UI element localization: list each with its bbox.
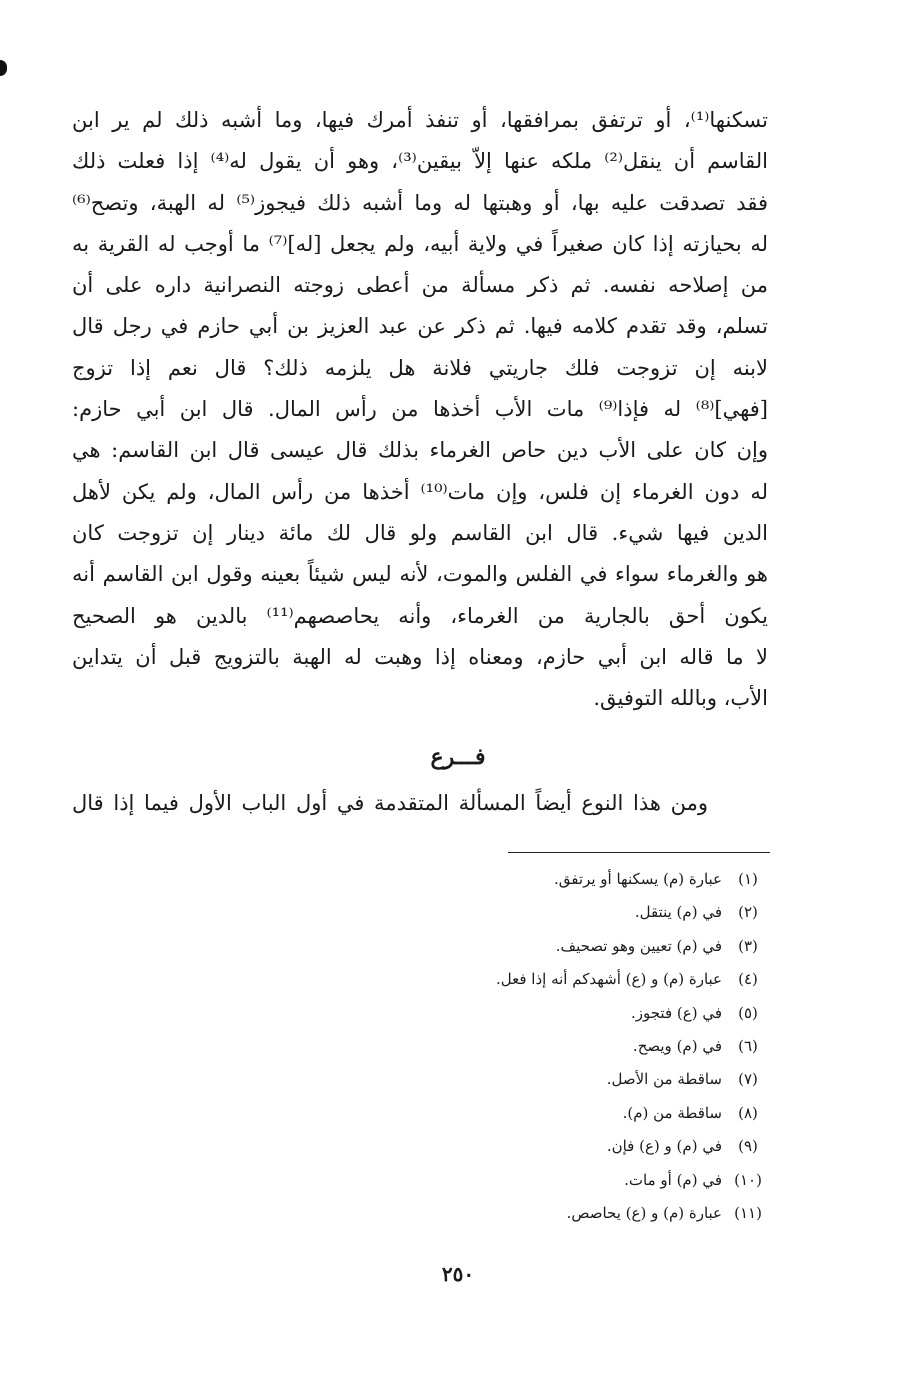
body-line: له بحيازته إذا كان صغيراً في ولاية أبيه، ولم يجعل [له]⁽⁷⁾ ما أوجب له القرية به [72,231,768,256]
footnote-text: ساقطة من (م). [622,1103,722,1122]
footnote [368,1130,768,1163]
footnote [368,963,768,996]
footnote-separator [508,852,770,853]
footnote [368,1063,768,1096]
footnote-number: (١١) [734,1204,762,1223]
footnote-number: (٢) [738,903,758,922]
footnote-number: (٧) [738,1070,758,1089]
footnote-text: عبارة (م) و (ع) أشهدكم أنه إذا فعل. [496,970,722,989]
body-line: من إصلاحه نفسه. ثم ذكر مسألة من أعطى زوجته النصرانية داره على أن [72,273,768,298]
body-line: له دون الغرماء إن فلس، وإن مات⁽¹⁰⁾ أخذها من رأس المال، ولم يكن لأهل [72,479,768,504]
footnote-text: في (م) أو مات. [624,1170,722,1189]
footnote [368,863,768,896]
page-number: ٢٥٠ [441,1262,475,1286]
footnote-number: (٩) [738,1137,758,1156]
body-line: فقد تصدقت عليه بها، أو وهبتها له وما أشبه ذلك فيجوز⁽⁵⁾ له الهبة، وتصح⁽⁶⁾ [72,190,768,215]
footnote-number: (٨) [738,1103,758,1122]
footnote-number: (١٠) [734,1170,762,1189]
footnote-text: عبارة (م) يسكنها أو يرتفق. [554,870,722,888]
footnote-number: (٤) [738,970,758,989]
footnote-number: (٣) [738,936,758,955]
section-first-line: ومن هذا النوع أيضاً المسألة المتقدمة في أول الباب الأول فيما إذا قال [72,791,708,815]
footnote [368,896,768,929]
body-line: الأب، وبالله التوفيق. [593,686,768,711]
footnote [368,930,768,963]
footnote-text: عبارة (م) و (ع) يحاصص. [566,1204,722,1223]
footnote [368,1164,768,1197]
body-line: القاسم أن ينقل⁽²⁾ ملكه عنها إلاّ بيقين⁽³⁾، وهو أن يقول له⁽⁴⁾ إذا فعلت ذلك [72,149,768,174]
footnotes-list [368,863,768,1230]
footnote [368,1197,768,1230]
page-edge-mark [0,60,7,76]
footnote-text: في (م) تعيين وهو تصحيف. [555,936,722,955]
body-line: لا ما قاله ابن أبي حازم، ومعناه إذا وهبت له الهبة بالتزويج قبل أن يتداين [72,644,768,669]
footnote-text: في (م) ينتقل. [634,903,722,922]
section-heading: فـــرع [430,744,486,770]
body-line: تسكنها⁽¹⁾، أو ترتفق بمرافقها، أو تنفذ أمرك فيها، وما أشبه ذلك لم ير ابن [72,108,768,132]
body-line: يكون أحق بالجارية من الغرماء، وأنه يحاصصهم⁽¹¹⁾ بالدين هو الصحيح [72,603,768,628]
footnote [368,997,768,1030]
footnote [368,1097,768,1130]
body-line: هو والغرماء سواء في الفلس والموت، لأنه ليس شيئاً بعينه وقول ابن القاسم أنه [72,562,768,587]
footnote-text: في (م) ويصح. [632,1037,722,1056]
body-line: [فهي]⁽⁸⁾ له فإذا⁽⁹⁾ مات الأب أخذها من رأس المال. قال ابن أبي حازم: [72,397,768,422]
body-line: لابنه إن تزوجت فلك جاريتي فلانة هل يلزمه ذلك؟ قال نعم إذا تزوج [72,355,768,380]
footnote-text: ساقطة من الأصل. [606,1070,722,1089]
footnote-text: في (م) و (ع) فإن. [606,1137,722,1156]
footnote-number: (٦) [738,1037,758,1056]
body-line: وإن كان على الأب دين حاص الغرماء بذلك قال عيسى قال ابن القاسم: هي [72,438,768,463]
body-line: تسلم، وقد تقدم كلامه فيها. ثم ذكر عن عبد العزيز بن أبي حازم في رجل قال [72,314,768,339]
footnote-text: في (ع) فتجوز. [630,1003,722,1022]
footnote-number: (١) [738,870,758,888]
body-line: الدين فيها شيء. قال ابن القاسم ولو قال لك مائة دينار إن تزوجت كان [72,520,768,545]
body-paragraph [72,100,768,719]
footnote [368,1030,768,1063]
footnote-number: (٥) [738,1003,758,1022]
